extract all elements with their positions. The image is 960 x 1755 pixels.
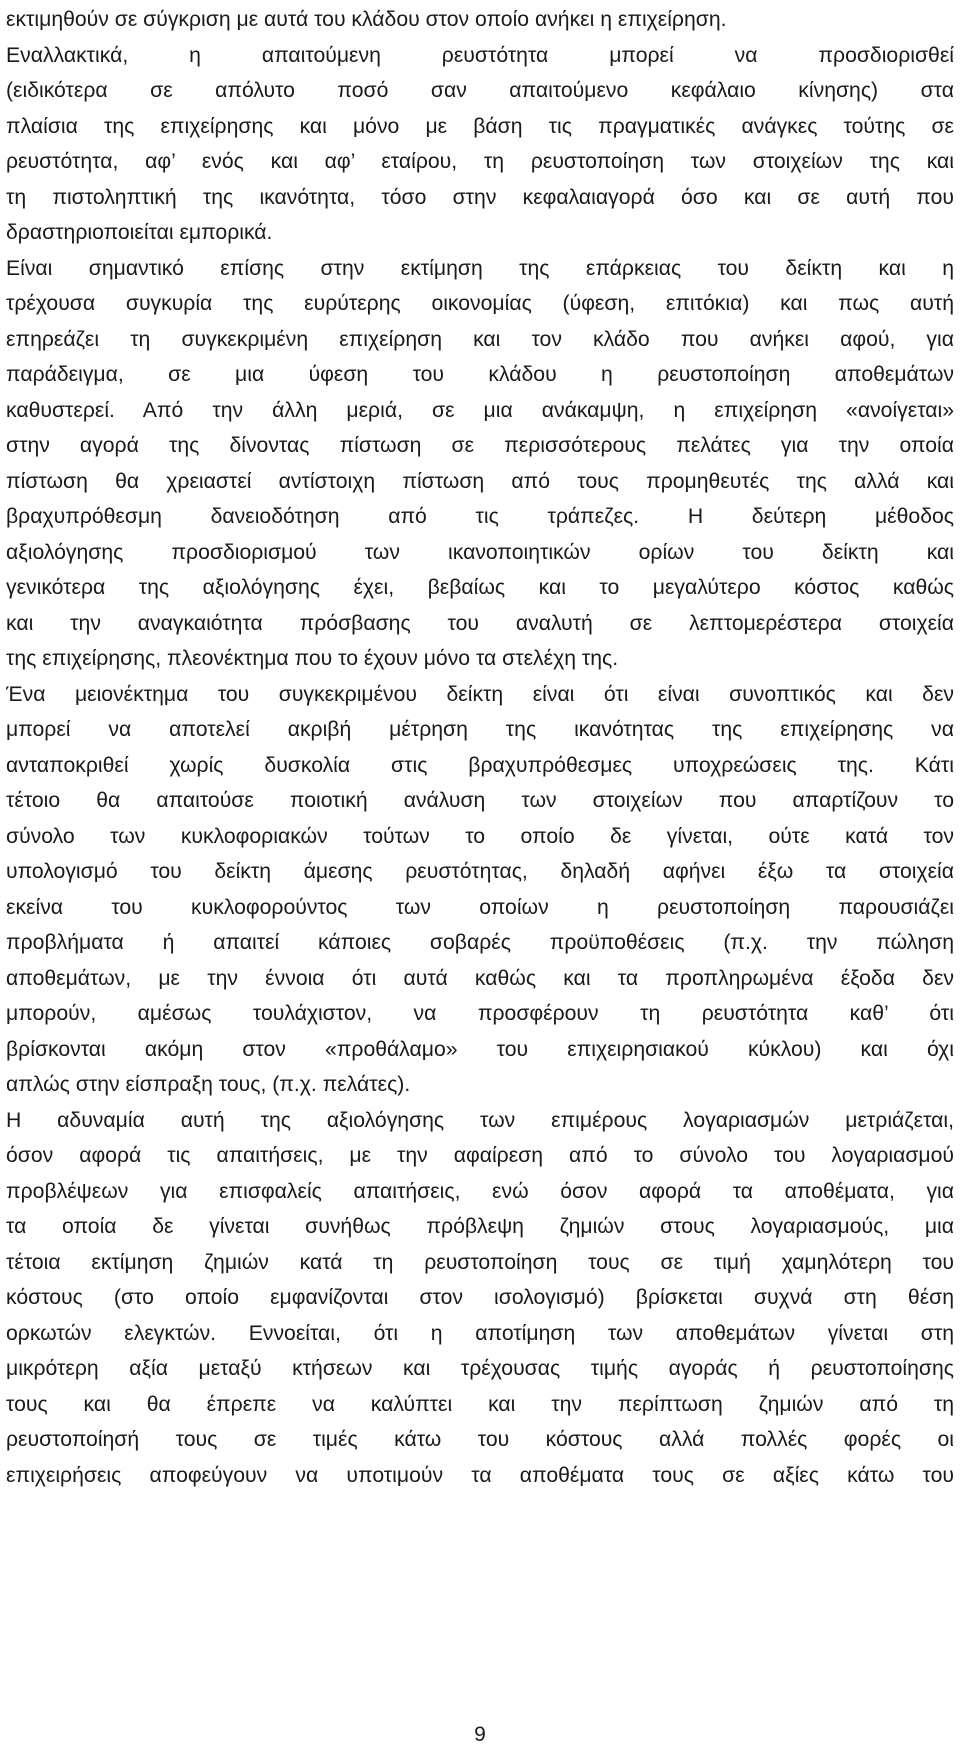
text-line: Η αδυναμία αυτή της αξιολόγησης των επιμέρους λογαριασμών μετριάζεται, <box>6 1108 954 1132</box>
text-line: καθυστερεί. Από την άλλη μεριά, σε μια ανάκαμψη, η επιχείρηση «ανοίγεται» <box>6 398 954 422</box>
text-line: μπορούν, αμέσως τουλάχιστον, να προσφέρουν τη ρευστότητα καθ’ ότι <box>6 1002 954 1025</box>
text-line: εκείνα του κυκλοφορούντος των οποίων η ρευστοποίηση παρουσιάζει <box>6 895 954 919</box>
text-line: παράδειγμα, σε μια ύφεση του κλάδου η ρευστοποίηση αποθεμάτων <box>6 363 954 386</box>
text-line: βρίσκονται ακόμη στον «προθάλαμο» του επιχειρησιακού κύκλου) και όχι <box>6 1037 954 1061</box>
text-line: αξιολόγησης προσδιορισμού των ικανοποιητικών ορίων του δείκτη και <box>6 540 954 564</box>
text-line: σύνολο των κυκλοφοριακών τούτων το οποίο δε γίνεται, ούτε κατά τον <box>6 824 954 848</box>
text-line: πλαίσια της επιχείρησης και μόνο με βάση τις πραγματικές ανάγκες τούτης σε <box>6 114 954 138</box>
text-line: ρευστότητα, αφ’ ενός και αφ’ εταίρου, τη ρευστοποίηση των στοιχείων της και <box>6 150 954 173</box>
text-line: τη πιστοληπτική της ικανότητα, τόσο στην κεφαλαιαγορά όσο και σε αυτή που <box>6 185 954 209</box>
text-line: υπολογισμό του δείκτη άμεσης ρευστότητας, δηλαδή αφήνει έξω τα στοιχεία <box>6 860 954 883</box>
text-line: ρευστοποίησή τους σε τιμές κάτω του κόστους αλλά πολλές φορές οι <box>6 1428 954 1451</box>
text-line: Εναλλακτικά, η απαιτούμενη ρευστότητα μπορεί να προσδιορισθεί <box>6 43 954 67</box>
text-line: δραστηριοποιείται εμπορικά. <box>6 221 273 244</box>
text-line: και την αναγκαιότητα πρόσβασης του αναλυτή σε λεπτομερέστερα στοιχεία <box>6 611 954 635</box>
text-line: τα οποία δε γίνεται συνήθως πρόβλεψη ζημιών στους λογαριασμούς, μια <box>6 1215 954 1238</box>
text-line: εκτιμηθούν σε σύγκριση με αυτά του κλάδου στον οποίο ανήκει η επιχείρηση. <box>6 8 727 31</box>
text-line: πίστωση θα χρειαστεί αντίστοιχη πίστωση από τους προμηθευτές της αλλά και <box>6 469 954 493</box>
text-line: όσον αφορά τις απαιτήσεις, με την αφαίρεση από το σύνολο του λογαριασμού <box>6 1144 954 1167</box>
text-line: γενικότερα της αξιολόγησης έχει, βεβαίως και το μεγαλύτερο κόστος καθώς <box>6 576 954 599</box>
text-line: επιχειρήσεις αποφεύγουν να υποτιμούν τα αποθέματα τους σε αξίες κάτω του <box>6 1463 954 1487</box>
document-body <box>6 2 954 1493</box>
text-line: μπορεί να αποτελεί ακριβή μέτρηση της ικανότητας της επιχείρησης να <box>6 718 954 741</box>
text-line: στην αγορά της δίνοντας πίστωση σε περισσότερους πελάτες για την οποία <box>6 434 954 457</box>
text-line: προβλήματα ή απαιτεί κάποιες σοβαρές προϋποθέσεις (π.χ. την πώληση <box>6 931 954 954</box>
text-line: (ειδικότερα σε απόλυτο ποσό σαν απαιτούμενο κεφάλαιο κίνησης) στα <box>6 79 954 102</box>
text-line: επηρεάζει τη συγκεκριμένη επιχείρηση και τον κλάδο που ανήκει αφού, για <box>6 327 954 351</box>
text-line: κόστους (στο οποίο εμφανίζονται στον ισολογισμό) βρίσκεται συχνά στη θέση <box>6 1286 954 1309</box>
text-line: τέτοιο θα απαιτούσε ποιοτική ανάλυση των στοιχείων που απαρτίζουν το <box>6 789 954 812</box>
text-line: τρέχουσα συγκυρία της ευρύτερης οικονομίας (ύφεση, επιτόκια) και πως αυτή <box>6 292 954 315</box>
text-line: βραχυπρόθεσμη δανειοδότηση από τις τράπεζες. Η δεύτερη μέθοδος <box>6 505 954 528</box>
text-line: Είναι σημαντικό επίσης στην εκτίμηση της επάρκειας του δείκτη και η <box>6 256 954 280</box>
text-line: αποθεμάτων, με την έννοια ότι αυτά καθώς και τα προπληρωμένα έξοδα δεν <box>6 966 954 990</box>
text-line: Ένα μειονέκτημα του συγκεκριμένου δείκτη είναι ότι είναι συνοπτικός και δεν <box>6 682 954 706</box>
text-line: τους και θα έπρεπε να καλύπτει και την περίπτωση ζημιών από τη <box>6 1392 954 1416</box>
text-line: απλώς στην είσπραξη τους, (π.χ. πελάτες). <box>6 1073 411 1096</box>
page-number: 9 <box>474 1723 486 1746</box>
text-line: μικρότερη αξία μεταξύ κτήσεων και τρέχουσας τιμής αγοράς ή ρευστοποίησης <box>6 1357 954 1380</box>
text-line: ανταποκριθεί χωρίς δυσκολία στις βραχυπρόθεσμες υποχρεώσεις της. Κάτι <box>6 753 954 777</box>
text-line: τέτοια εκτίμηση ζημιών κατά τη ρευστοποίηση τους σε τιμή χαμηλότερη του <box>6 1250 954 1274</box>
text-line: ορκωτών ελεγκτών. Εννοείται, ότι η αποτίμηση των αποθεμάτων γίνεται στη <box>6 1321 954 1345</box>
text-line: της επιχείρησης, πλεονέκτημα που το έχουν μόνο τα στελέχη της. <box>6 647 619 670</box>
text-line: προβλέψεων για επισφαλείς απαιτήσεις, ενώ όσον αφορά τα αποθέματα, για <box>6 1179 954 1203</box>
